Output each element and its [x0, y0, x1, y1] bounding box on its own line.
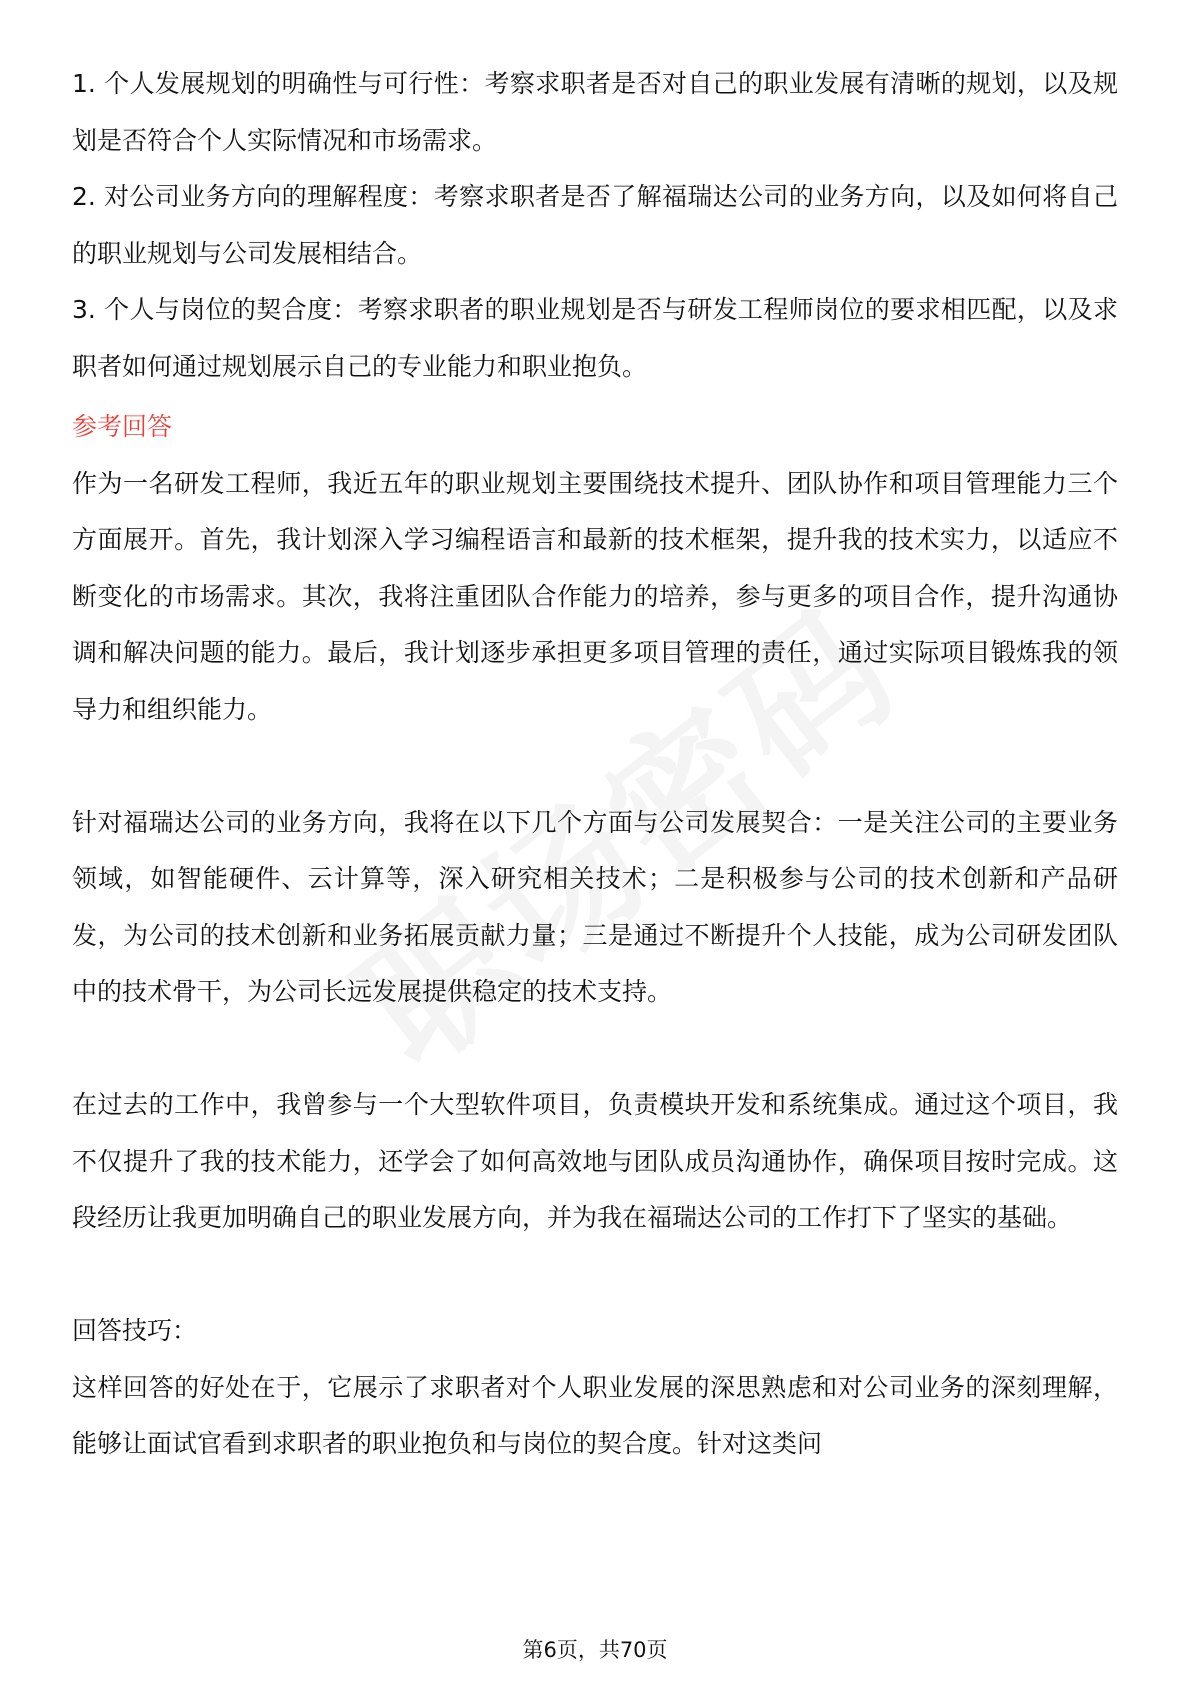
- paragraph-spacer: [72, 738, 1118, 795]
- evaluation-point-2: 2. 对公司业务方向的理解程度：考察求职者是否了解福瑞达公司的业务方向，以及如何将自己的职业规划与公司发展相结合。: [72, 182, 1118, 268]
- reference-answer-heading: 参考回答: [72, 412, 173, 441]
- paragraph-spacer: [72, 1021, 1118, 1078]
- paragraph-spacer: [72, 1247, 1118, 1304]
- page-content: [72, 56, 1118, 1473]
- reference-answer-paragraph-1: 作为一名研发工程师，我近五年的职业规划主要围绕技术提升、团队协作和项目管理能力三个方面展开。首先，我计划深入学习编程语言和最新的技术框架，提升我的技术实力，以适应不断变化的市场需求。其次，我将注重团队合作能力的培养，参与更多的项目合作，提升沟通协调和解决问题的能力。最后，我计划逐步承担更多项目管理的责任，通过实际项目锻炼我的领导力和组织能力。: [72, 468, 1118, 724]
- evaluation-point-3: 3. 个人与岗位的契合度：考察求职者的职业规划是否与研发工程师岗位的要求相匹配，以及求职者如何通过规划展示自己的专业能力和职业抱负。: [72, 295, 1118, 381]
- evaluation-point-1: 1. 个人发展规划的明确性与可行性：考察求职者是否对自己的职业发展有清晰的规划，以及规划是否符合个人实际情况和市场需求。: [72, 69, 1118, 155]
- page-number: 第6页，共70页: [522, 1638, 668, 1662]
- reference-answer-paragraph-3: 在过去的工作中，我曾参与一个大型软件项目，负责模块开发和系统集成。通过这个项目，我不仅提升了我的技术能力，还学会了如何高效地与团队成员沟通协作，确保项目按时完成。这段经历让我更加明确自己的职业发展方向，并为我在福瑞达公司的工作打下了坚实的基础。: [72, 1090, 1118, 1232]
- reference-answer-paragraph-2: 针对福瑞达公司的业务方向，我将在以下几个方面与公司发展契合：一是关注公司的主要业务领域，如智能硬件、云计算等，深入研究相关技术；二是积极参与公司的技术创新和产品研发，为公司的技术创新和业务拓展贡献力量；三是通过不断提升个人技能，成为公司研发团队中的技术骨干，为公司长远发展提供稳定的技术支持。: [72, 807, 1118, 1006]
- tips-text: 这样回答的好处在于，它展示了求职者对个人职业发展的深思熟虑和对公司业务的深刻理解，能够让面试官看到求职者的职业抱负和与岗位的契合度。针对这类问: [72, 1372, 1118, 1458]
- tips-heading: 回答技巧：: [72, 1316, 198, 1345]
